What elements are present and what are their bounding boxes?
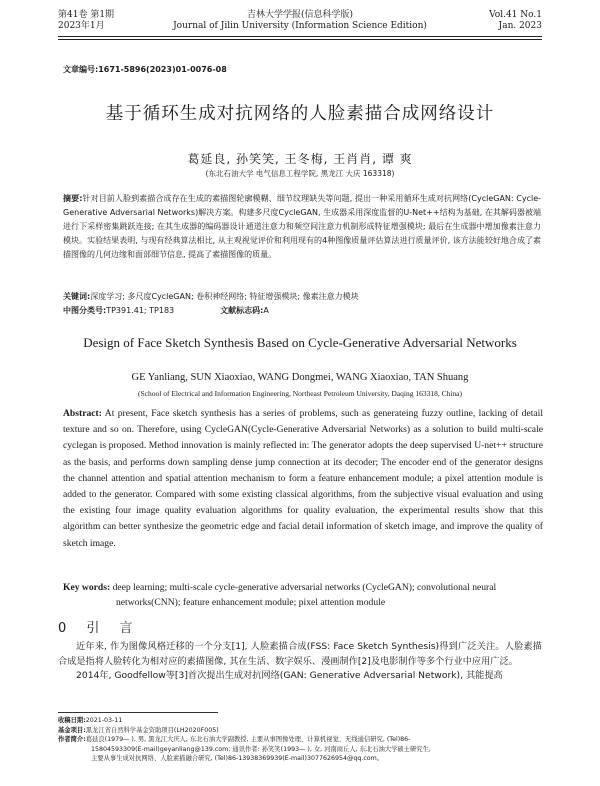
- body-paragraph-2: 2014年, Goodfellow等[3]首次提出生成对抗网络(GAN: Generative Adversarial Network), 其能提高: [76, 670, 503, 682]
- keywords-chinese: [63, 290, 541, 303]
- abstract-english: [63, 406, 543, 552]
- affiliation-english: (School of Electrical and Information Engineering, Northeast Petroleum University, Daqing 163318, China): [137, 389, 463, 398]
- abstract-en-label: Abstract:: [63, 408, 102, 419]
- abstract-en-text: At present, Face sketch synthesis has a series of problems, such as generateing fuzzy outline, lacking of detail texture and so on. Therefore, using CycleGAN(Cycle-Generative Adversarial Networks) as a solution to build multi-scale cyclegan is proposed. Method innovation is mainly reflected in: The generator adopts the deep supervised U-net++ structure as the basis, and performs down sampling dense jump connection at its decoder; The encoder end of the generator designs the channel attention and spatial attention mechanism to form a feature enhancement module; a pixel attention module is added to the generator. Compared with some existing classical algorithms, from the subjective visual evaluation and using the existing four image quality evaluation algorithms for quality evaluation, the experimental results show that this algorithm can better synthesize the geometric edge and facial detail information of sketch image, and improve the quality of sketch image.: [63, 408, 543, 549]
- authors-chinese: 葛延良, 孙笑笑, 王冬梅, 王肖肖, 谭 爽: [187, 152, 413, 166]
- document-code: 文献标志码:A: [220, 306, 269, 315]
- section-title: 引 言: [86, 621, 141, 636]
- title-chinese: 基于循环生成对抗网络的人脸素描合成网络设计: [105, 104, 495, 124]
- keywords-english: [63, 580, 543, 610]
- footnote-rule: [58, 712, 218, 713]
- header-volume-en: Vol.41 No.1 Jan. 2023: [489, 10, 542, 31]
- article-number: 文章编号:1671-5896(2023)01-0076-08: [63, 65, 227, 74]
- body-paragraph-1: 近年来, 作为图像风格迁移的一个分支[1], 人脸素描合成(FSS: Face Sketch Synthesis)得到广泛关注。人脸素描合成是指将人脸转化为相对应的素描图像, 其在生活、数字娱乐、漫画制作[2]及电影制作等多个行业中应用广泛。: [58, 641, 542, 667]
- abstract-cn-text: 针对目前人脸到素描合成存在生成的素描图轮廓模糊、细节纹理缺失等问题, 提出一种采用循环生成对抗网络(CycleGAN: Cycle-Generative Adversarial Networks)解决方案。构建多尺度CycleGAN, 生成器采用深度监督的U-Net++结构为基础, 在其解码器被端进行下采样密集跳跃连接; 在其生成器的编码器设计通道注意力和频空间注意力机制形成特征增强模块; 最后在生成器中增加像素注意力模块。实验结果表明, 与现有经典算法相比, 从主观视觉评价和利用现有的4种图像质量评估算法进行质量评价, 该方法能较好地合成了素描图像的几何边缘和面部细节信息, 提高了素描图像的质量。: [63, 194, 541, 259]
- footnote-fund: 基金项目:黑龙江省自然科学基金资助项目(LH2020F005): [58, 726, 219, 734]
- section-heading: [58, 617, 141, 636]
- header-journal-name: 吉林大学学报(信息科学版) Journal of Jilin University (Information Science Edition): [173, 10, 427, 31]
- running-header: [58, 10, 542, 46]
- header-rule-thin: [58, 39, 542, 40]
- footnote-received: 收稿日期:2021-03-11: [58, 717, 123, 724]
- footnote: [58, 716, 544, 764]
- keywords-en-line2: networks(CNN); feature enhancement module; pixel attention module: [116, 597, 386, 608]
- keywords-cn-text: 深度学习; 多尺度CycleGAN; 卷积神经网络; 特征增强模块; 像素注意力模块: [90, 292, 359, 301]
- keywords-en-label: Key words:: [63, 582, 111, 593]
- abstract-chinese: [63, 192, 541, 262]
- body-text: [58, 640, 542, 684]
- header-volume-cn: 第41卷 第1期 2023年1月: [58, 10, 115, 31]
- keywords-cn-label: 关键词:: [63, 292, 91, 301]
- classification-chinese: [63, 304, 541, 317]
- affiliation-chinese: (东北石油大学 电气信息工程学院, 黑龙江 大庆 163318): [205, 169, 395, 178]
- abstract-cn-label: 摘要:: [63, 194, 83, 203]
- header-rule-thick: [58, 36, 542, 37]
- footnote-author: 作者简介:葛延良(1979— ), 男, 黑龙江大庆人, 东北石油大学副教授, 主要从事图像处理、计算机视觉、无线通信研究, (Tel)86- 15804593309(E-mail)geyanliang@139.com; 通讯作者: 孙笑笑(1993— ), 女, 河南商丘人, 东北石油大学硕士研究生, 主要从事生成对抗网络、人脸素描融合研究, (Tel)86-13938369939(E-mail)3077626954@qq.com。: [58, 736, 431, 763]
- section-number: 0: [58, 621, 75, 636]
- clc-number: 中图分类号:TP391.41; TP183: [63, 306, 175, 315]
- authors-english: GE Yanliang, SUN Xiaoxiao, WANG Dongmei, WANG Xiaoxiao, TAN Shuang: [131, 372, 469, 383]
- keywords-en-line1: deep learning; multi-scale cycle-generative adversarial networks (CycleGAN); convolutional neural: [112, 582, 497, 593]
- title-english: Design of Face Sketch Synthesis Based on Cycle-Generative Adversarial Networks: [83, 335, 517, 350]
